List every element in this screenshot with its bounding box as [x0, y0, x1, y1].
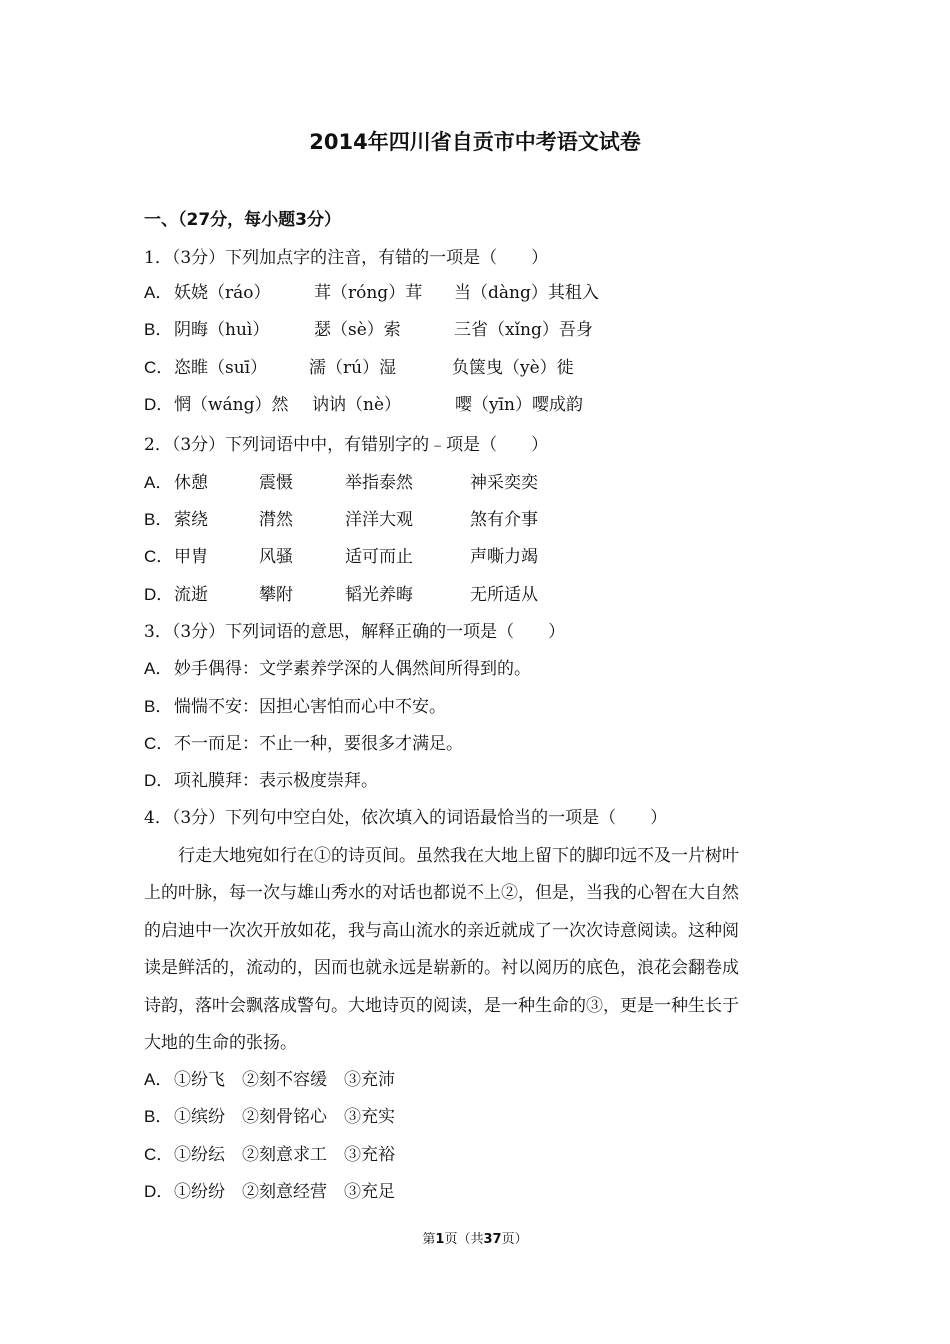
option-text: 项礼膜拜：表示极度崇拜。	[174, 771, 378, 791]
q3-option-c	[144, 732, 463, 756]
option-text: ①纷飞 ②刻不容缓 ③充沛	[174, 1070, 395, 1090]
option-letter: D．	[144, 585, 174, 604]
option-item: 风骚	[259, 547, 293, 567]
q1-option-a	[144, 281, 599, 305]
question-2-stem: 2．（3分）下列词语中中，有错别字的﹣项是（ ）	[144, 435, 549, 455]
q4-option-d	[144, 1180, 395, 1204]
option-item: 甲胄	[174, 547, 208, 567]
option-item: 瑟（sè）索	[314, 320, 401, 340]
option-letter: A．	[144, 659, 173, 678]
option-text: 妙手偶得：文学素养学深的人偶然间所得到的。	[174, 659, 531, 679]
q4-option-b	[144, 1105, 395, 1129]
footer-text: 页）	[501, 1232, 528, 1247]
passage-line: 上的叶脉，每一次与雄山秀水的对话也都说不上②，但是，当我的心智在大自然	[144, 883, 739, 904]
option-letter: C．	[144, 734, 174, 753]
option-item: 韬光养晦	[345, 585, 413, 605]
option-item: 潸然	[259, 510, 293, 530]
option-item: 震慑	[259, 473, 293, 493]
option-item: 三省（xǐng）吾身	[454, 320, 593, 340]
page-number: 1	[435, 1232, 445, 1247]
q1-option-c	[144, 356, 574, 380]
q3-option-b	[144, 695, 446, 719]
option-text: 不一而足：不止一种，要很多才满足。	[174, 734, 463, 754]
question-1-stem: 1．（3分）下列加点字的注音，有错的一项是（ ）	[144, 248, 549, 268]
option-item: 茸（róng）茸	[314, 283, 423, 303]
option-item: 举指泰然	[345, 473, 413, 493]
option-letter: C．	[144, 1145, 174, 1164]
option-item: 讷讷（nè）	[312, 395, 402, 415]
option-item: 阴晦（huì）	[174, 320, 270, 340]
q2-option-d	[144, 583, 538, 607]
total-pages: 37	[483, 1232, 502, 1247]
option-item: 休憩	[174, 473, 208, 493]
passage-line: 诗韵，落叶会飘落成警句。大地诗页的阅读，是一种生命的③，更是一种生长于	[144, 995, 739, 1016]
option-item: 濡（rú）湿	[309, 358, 397, 378]
passage	[144, 838, 808, 1062]
q1-option-b	[144, 318, 593, 342]
option-letter: D．	[144, 771, 174, 790]
q3-option-a	[144, 657, 531, 681]
q4-option-c	[144, 1143, 395, 1167]
option-letter: B．	[144, 697, 173, 716]
option-item: 声嘶力竭	[470, 547, 538, 567]
option-item: 惘（wáng）然	[174, 395, 289, 415]
option-letter: D．	[144, 395, 174, 414]
option-letter: A．	[144, 283, 173, 302]
option-item: 恣睢（suī）	[174, 358, 268, 378]
option-text: 惴惴不安：因担心害怕而心中不安。	[174, 697, 446, 717]
option-letter: B．	[144, 320, 173, 339]
passage-line: 的启迪中一次次开放如花，我与高山流水的亲近就成了一次次诗意阅读。这种阅	[144, 920, 739, 941]
option-item: 流逝	[174, 585, 208, 605]
passage-line: 行走大地宛如行在①的诗页间。虽然我在大地上留下的脚印远不及一片树叶	[144, 846, 739, 866]
option-letter: B．	[144, 1107, 173, 1126]
option-item: 无所适从	[470, 585, 538, 605]
option-item: 负箧曳（yè）徙	[452, 358, 574, 378]
option-text: ①纷纷 ②刻意经营 ③充足	[174, 1182, 395, 1202]
q2-option-c	[144, 545, 538, 569]
page-footer	[0, 1228, 950, 1247]
option-letter: B．	[144, 510, 173, 529]
page-title: 2014年四川省自贡市中考语文试卷	[309, 130, 641, 154]
section-heading: 一、（27分，每小题3分）	[144, 210, 341, 230]
footer-text: 页（共	[444, 1232, 484, 1247]
q2-option-b	[144, 508, 538, 532]
option-item: 煞有介事	[470, 510, 538, 530]
option-letter: A．	[144, 473, 173, 492]
option-text: ①缤纷 ②刻骨铭心 ③充实	[174, 1107, 395, 1127]
option-item: 妖娆（ráo）	[174, 283, 271, 303]
passage-line: 读是鲜活的，流动的，因而也就永远是崭新的。衬以阅历的底色，浪花会翻卷成	[144, 958, 739, 979]
option-letter: A．	[144, 1070, 173, 1089]
option-letter: D．	[144, 1182, 174, 1201]
option-letter: C．	[144, 547, 174, 566]
question-4-stem: 4．（3分）下列句中空白处，依次填入的词语最恰当的一项是（ ）	[144, 808, 668, 828]
footer-text: 第	[422, 1232, 436, 1247]
option-letter: C．	[144, 358, 174, 377]
option-item: 攀附	[259, 585, 293, 605]
option-item: 洋洋大观	[345, 510, 413, 530]
q4-option-a	[144, 1068, 395, 1092]
q2-option-a	[144, 471, 538, 495]
option-item: 萦绕	[174, 510, 208, 530]
option-item: 神采奕奕	[470, 473, 538, 493]
option-item: 嘤（yīn）嘤成韵	[455, 395, 583, 415]
option-text: ①纷纭 ②刻意求工 ③充裕	[174, 1145, 395, 1165]
passage-line: 大地的生命的张扬。	[144, 1033, 297, 1054]
q3-option-d	[144, 769, 378, 793]
option-item: 当（dàng）其租入	[454, 283, 599, 303]
q1-option-d	[144, 393, 583, 417]
option-item: 适可而止	[345, 547, 413, 567]
question-3-stem: 3．（3分）下列词语的意思，解释正确的一项是（ ）	[144, 622, 566, 642]
